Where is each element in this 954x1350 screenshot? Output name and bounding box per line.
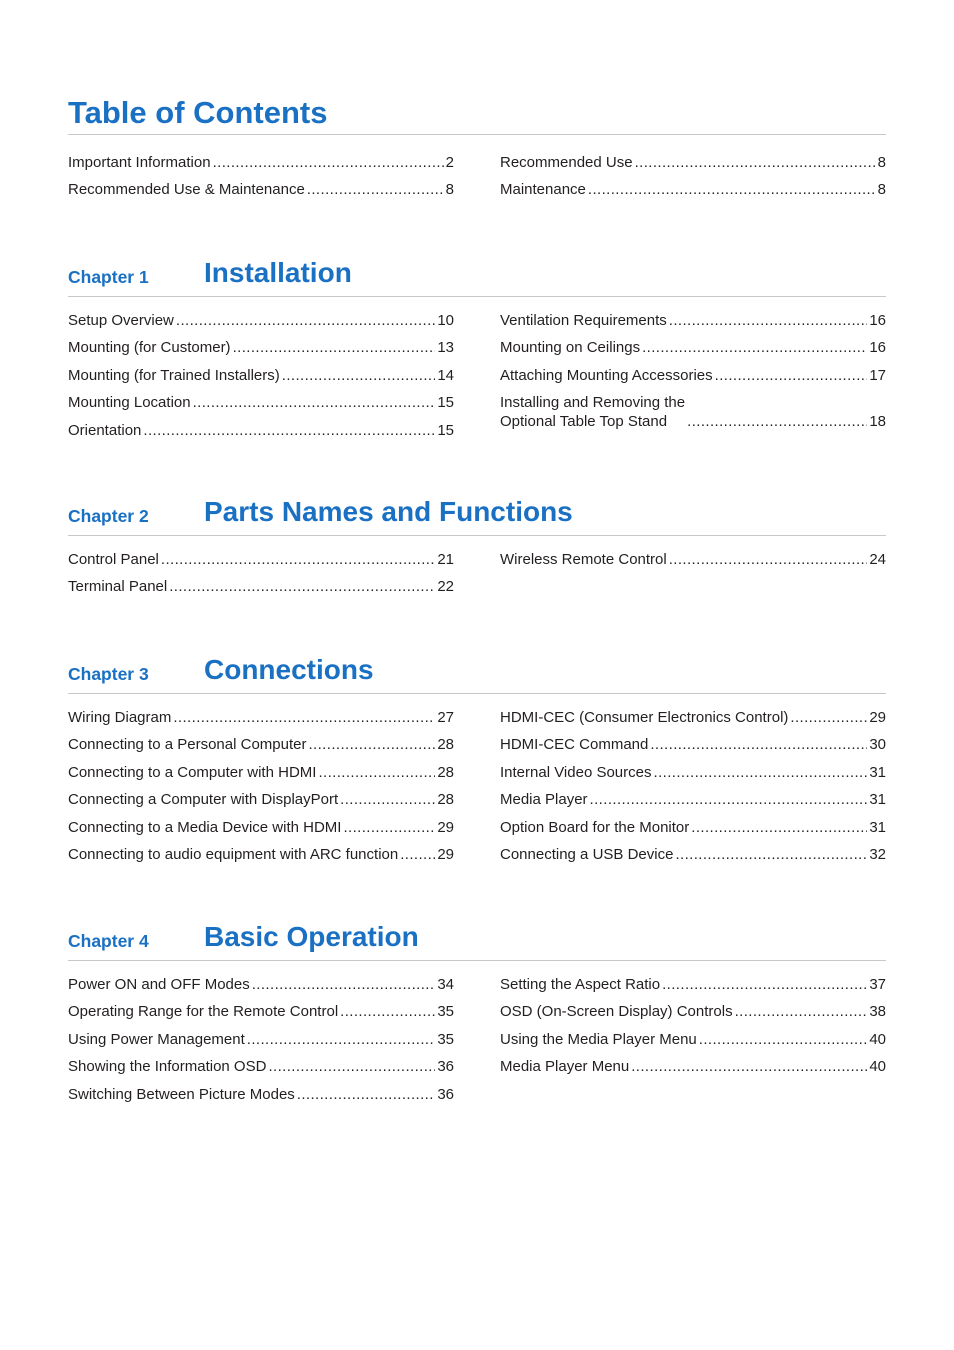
dot-leader: [268, 1057, 435, 1076]
dot-leader: [715, 366, 868, 385]
toc-entry-title: OSD (On-Screen Display) Controls: [500, 1003, 733, 1021]
toc-entry[interactable]: [500, 366, 886, 385]
toc-entry-title: Connecting to audio equipment with ARC function: [68, 845, 399, 863]
toc-entry[interactable]: [68, 311, 454, 330]
toc-entry-page-number: 35: [437, 1003, 454, 1021]
toc-entry-title: Connecting to a Computer with HDMI: [68, 763, 317, 781]
toc-entry[interactable]: [500, 393, 886, 431]
chapter-label: Chapter 2: [68, 506, 149, 526]
toc-entry-page-number: 36: [437, 1058, 454, 1076]
dot-leader: [662, 975, 867, 994]
toc-entry-page-number: 28: [437, 791, 454, 809]
toc-entry[interactable]: [500, 1030, 886, 1049]
toc-entry-page-number: 27: [437, 709, 454, 726]
toc-entry-page-number: 24: [869, 551, 886, 568]
toc-entry[interactable]: [68, 550, 454, 569]
toc-entry[interactable]: [68, 153, 454, 172]
toc-entry[interactable]: [500, 790, 886, 809]
toc-entry[interactable]: [68, 366, 454, 385]
toc-entry-page-number: 29: [869, 709, 886, 726]
dot-leader: [343, 818, 435, 837]
toc-entry-title: Attaching Mounting Accessories: [500, 366, 713, 384]
toc-entry-title: Wireless Remote Control: [500, 551, 667, 568]
toc-entry-page-number: 21: [437, 551, 454, 568]
dot-leader: [252, 975, 436, 994]
toc-entry-page-number: 8: [445, 181, 454, 199]
toc-entry-title: [500, 393, 685, 431]
dot-leader: [247, 1030, 436, 1049]
dot-leader: [400, 845, 435, 864]
toc-entry[interactable]: [500, 708, 886, 727]
toc-entry-page-number: 32: [869, 845, 886, 863]
toc-entry[interactable]: [500, 550, 886, 569]
toc-entry-title: Orientation: [68, 421, 142, 439]
toc-entry-title: Mounting Location: [68, 394, 191, 412]
toc-entry-title: Maintenance: [500, 181, 586, 199]
toc-entry-page-number: 16: [869, 339, 886, 357]
dot-leader: [282, 366, 436, 385]
toc-entry[interactable]: [500, 1057, 886, 1076]
toc-entry-title: Internal Video Sources: [500, 763, 652, 781]
toc-entry[interactable]: [68, 975, 454, 994]
chapter-2-right-column: [500, 550, 886, 577]
toc-entry-page-number: 30: [869, 736, 886, 754]
toc-entry-title: Using Power Management: [68, 1030, 245, 1048]
toc-entry-page-number: 37: [869, 976, 886, 993]
toc-entry-page-number: 8: [877, 154, 886, 171]
toc-entry-page-number: 36: [437, 1085, 454, 1103]
toc-entry[interactable]: [68, 180, 454, 199]
toc-entry-title: Operating Range for the Remote Control: [68, 1003, 339, 1021]
dot-leader: [635, 153, 876, 172]
chapter-title: Basic Operation: [204, 921, 419, 952]
dot-leader: [143, 421, 435, 440]
toc-entry-page-number: 18: [869, 413, 886, 431]
dot-leader: [631, 1057, 867, 1076]
toc-entry-page-number: 16: [869, 312, 886, 329]
toc-entry-page-number: 35: [437, 1030, 454, 1048]
toc-entry-title: Connecting a Computer with DisplayPort: [68, 791, 339, 809]
toc-entry[interactable]: [68, 845, 454, 864]
toc-entry-page-number: 29: [437, 845, 454, 863]
toc-entry-title: Connecting to a Personal Computer: [68, 736, 307, 754]
page-title: Table of Contents: [68, 95, 328, 130]
toc-entry-title: Option Board for the Monitor: [500, 818, 690, 836]
toc-entry[interactable]: [500, 763, 886, 782]
dot-leader: [340, 1002, 435, 1021]
chapter-title: Parts Names and Functions: [204, 496, 573, 527]
toc-entry[interactable]: [68, 790, 454, 809]
toc-entry[interactable]: [68, 393, 454, 412]
toc-entry[interactable]: [500, 1002, 886, 1021]
toc-entry-title: Setup Overview: [68, 312, 174, 329]
dot-leader: [318, 763, 435, 782]
dot-leader: [642, 338, 867, 357]
toc-entry[interactable]: [68, 818, 454, 837]
toc-entry[interactable]: [500, 735, 886, 754]
chapter-1-right-column: [500, 311, 886, 440]
toc-entry-title: Mounting (for Customer): [68, 339, 231, 357]
dot-leader: [297, 1085, 436, 1104]
toc-entry-title: Showing the Information OSD: [68, 1058, 267, 1076]
toc-entry[interactable]: [68, 421, 454, 440]
toc-entry[interactable]: [68, 338, 454, 357]
dot-leader: [650, 735, 867, 754]
dot-leader: [669, 311, 868, 330]
dot-leader: [735, 1002, 868, 1021]
toc-entry-page-number: 28: [437, 736, 454, 754]
toc-entry-title-line2: Optional Table Top Stand: [500, 413, 668, 431]
dot-leader: [173, 708, 435, 727]
toc-entry[interactable]: [500, 818, 886, 837]
toc-entry-page-number: 31: [869, 818, 886, 836]
dot-leader: [588, 180, 876, 199]
toc-entry-page-number: 40: [869, 1030, 886, 1048]
toc-entry-title: Power ON and OFF Modes: [68, 976, 250, 993]
dot-leader: [340, 790, 435, 809]
toc-entry[interactable]: [68, 735, 454, 754]
dot-leader: [308, 735, 435, 754]
toc-entry-page-number: 31: [869, 763, 886, 781]
dot-leader: [161, 550, 435, 569]
dot-leader: [307, 180, 444, 199]
toc-entry-title: Recommended Use: [500, 154, 633, 171]
chapter-label: Chapter 3: [68, 664, 149, 684]
toc-entry-title: Using the Media Player Menu: [500, 1030, 697, 1048]
dot-leader: [176, 311, 435, 330]
dot-leader: [675, 845, 867, 864]
intro-left-column: [68, 153, 454, 208]
dot-leader: [233, 338, 436, 357]
dot-leader: [669, 550, 868, 569]
toc-entry[interactable]: [500, 845, 886, 864]
toc-entry-page-number: 8: [877, 181, 886, 199]
toc-entry[interactable]: [500, 338, 886, 357]
toc-entry-page-number: 13: [437, 339, 454, 357]
chapter-4-right-column: [500, 975, 886, 1085]
toc-entry-page-number: 38: [869, 1003, 886, 1021]
dot-leader: [590, 790, 868, 809]
toc-entry-title: Switching Between Picture Modes: [68, 1085, 295, 1103]
toc-entry-page-number: 22: [437, 578, 454, 596]
chapter-divider: [68, 693, 886, 694]
toc-entry-page-number: 28: [437, 763, 454, 781]
toc-entry-page-number: 31: [869, 791, 886, 809]
toc-entry[interactable]: [500, 153, 886, 172]
chapter-3-left-column: [68, 708, 454, 872]
toc-entry-title: Mounting (for Trained Installers): [68, 366, 280, 384]
chapter-divider: [68, 960, 886, 961]
toc-entry-page-number: 15: [437, 394, 454, 412]
chapter-label: Chapter 1: [68, 267, 149, 287]
toc-entry-title: Mounting on Ceilings: [500, 339, 641, 357]
toc-entry[interactable]: [500, 975, 886, 994]
toc-entry-page-number: 10: [437, 312, 454, 329]
toc-entry[interactable]: [500, 311, 886, 330]
chapter-3-right-column: [500, 708, 886, 872]
toc-entry-page-number: 2: [445, 154, 454, 171]
chapter-label: Chapter 4: [68, 931, 149, 951]
dot-leader: [654, 763, 868, 782]
dot-leader: [213, 153, 444, 172]
toc-entry[interactable]: [500, 180, 886, 199]
toc-entry[interactable]: [68, 1057, 454, 1076]
intro-right-column: [500, 153, 886, 208]
toc-entry-page-number: 29: [437, 818, 454, 836]
toc-entry-title: HDMI-CEC Command: [500, 736, 649, 754]
dot-leader: [169, 577, 435, 596]
toc-entry-title: Media Player Menu: [500, 1058, 630, 1076]
toc-entry[interactable]: [68, 1030, 454, 1049]
toc-entry-title-line1: Installing and Removing the: [500, 394, 686, 412]
toc-entry-title: Control Panel: [68, 551, 159, 568]
dot-leader: [193, 393, 436, 412]
toc-entry-title: HDMI-CEC (Consumer Electronics Control): [500, 709, 789, 726]
toc-entry-title: Connecting a USB Device: [500, 845, 674, 863]
toc-entry-title: Setting the Aspect Ratio: [500, 976, 661, 993]
toc-entry-title: Recommended Use & Maintenance: [68, 181, 305, 199]
toc-entry-page-number: 15: [437, 421, 454, 439]
toc-entry-title: Important Information: [68, 154, 211, 171]
toc-entry-page-number: 40: [869, 1058, 886, 1076]
toc-entry-page-number: 14: [437, 366, 454, 384]
toc-entry[interactable]: [68, 1085, 454, 1104]
toc-entry-title: Connecting to a Media Device with HDMI: [68, 818, 342, 836]
toc-entry[interactable]: [68, 763, 454, 782]
chapter-title: Installation: [204, 257, 352, 288]
toc-entry-title: Media Player: [500, 791, 588, 809]
chapter-1-left-column: [68, 311, 454, 448]
toc-entry-title: Ventilation Requirements: [500, 312, 667, 329]
toc-entry-title: Terminal Panel: [68, 578, 168, 596]
dot-leader: [790, 708, 867, 727]
toc-entry[interactable]: [68, 577, 454, 596]
toc-entry-title: Wiring Diagram: [68, 709, 172, 726]
dot-leader: [691, 818, 867, 837]
title-divider: [68, 134, 886, 135]
chapter-divider: [68, 296, 886, 297]
chapter-divider: [68, 535, 886, 536]
dot-leader: [699, 1030, 868, 1049]
dot-leader: [687, 412, 867, 431]
chapter-4-left-column: [68, 975, 454, 1112]
toc-entry[interactable]: [68, 1002, 454, 1021]
chapter-title: Connections: [204, 654, 374, 685]
toc-entry[interactable]: [68, 708, 454, 727]
toc-entry-page-number: 17: [869, 366, 886, 384]
chapter-2-left-column: [68, 550, 454, 605]
toc-entry-page-number: 34: [437, 976, 454, 993]
